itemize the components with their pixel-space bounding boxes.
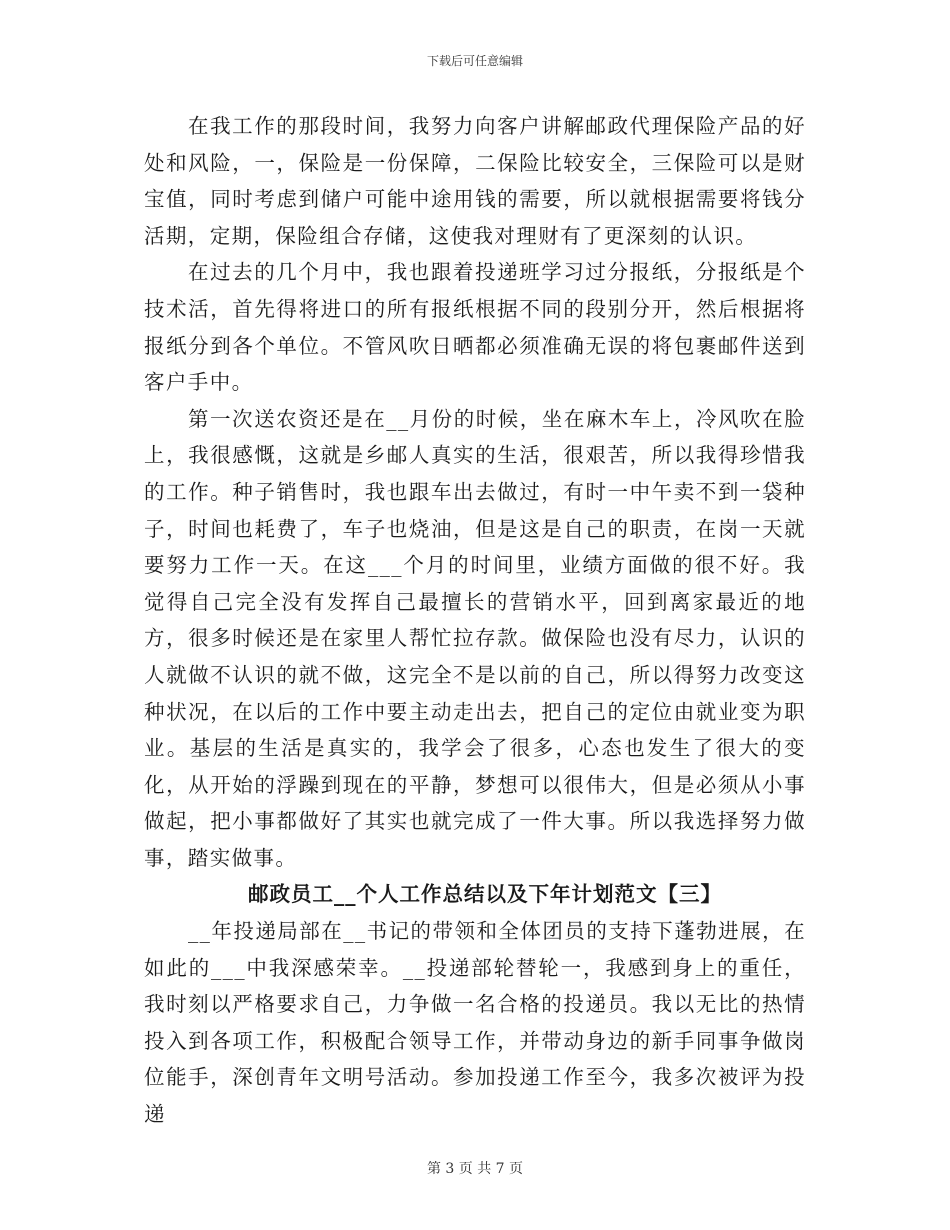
paragraph-newspaper: 在过去的几个月中，我也跟着投递班学习过分报纸，分报纸是个技术活，首先得将进口的所有报纸根据不同的段别分开，然后根据将报纸分到各个单位。不管风吹日晒都必须准确无误的将包裹邮件送到客户手中。 (144, 260, 806, 395)
page-header-note: 下载后可任意编辑 (426, 54, 523, 68)
page-footer-number: 第 3 页 共 7 页 (426, 1161, 524, 1177)
section-heading: 邮政员工__个人工作总结以及下年计划范文【三】 (248, 882, 722, 907)
paragraph-insurance: 在我工作的那段时间，我努力向客户讲解邮政代理保险产品的好处和风险，一，保险是一份保障，二保险比较安全，三保险可以是财宝值，同时考虑到储户可能中途用钱的需要，所以就根据需要将钱分活期，定期，保险组合存储，这使我对理财有了更深刻的认识。 (144, 114, 806, 248)
paragraph-agricultural: 第一次送农资还是在__月份的时候，坐在麻木车上，冷风吹在脸上，我很感慨，这就是乡邮人真实的生活，很艰苦，所以我得珍惜我的工作。种子销售时，我也跟车出去做过，有时一中午卖不到一袋种子，时间也耗费了，车子也烧油，但是这是自己的职责，在岗一天就要努力工作一天。在这___个月的时间里，业绩方面做的很不好。我觉得自己完全没有发挥自己最擅长的营销水平，回到离家最近的地方，很多时候还是在家里人帮忙拉存款。做保险也没有尽力，认识的人就做不认识的就不做，这完全不是以前的自己，所以得努力改变这种状况，在以后的工作中要主动走出去，把自己的定位由就业变为职业。基层的生活是真实的，我学会了很多，心态也发生了很大的变化，从开始的浮躁到现在的平静，梦想可以很伟大，但是必须从小事做起，把小事都做好了其实也就完成了一件大事。所以我选择努力做事，踏实做事。 (144, 406, 806, 870)
paragraph-delivery: __年投递局部在__书记的带领和全体团员的支持下蓬勃进展，在如此的___中我深感荣幸。__投递部轮替轮一，我感到身上的重任，我时刻以严格要求自己，力争做一名合格的投递员。我以无比的热情投入到各项工作，积极配合领导工作，并带动身边的新手同事争做岗位能手，深创青年文明号活动。参加投递工作至今，我多次被评为投递 (144, 919, 806, 1127)
document-body (144, 108, 806, 1133)
